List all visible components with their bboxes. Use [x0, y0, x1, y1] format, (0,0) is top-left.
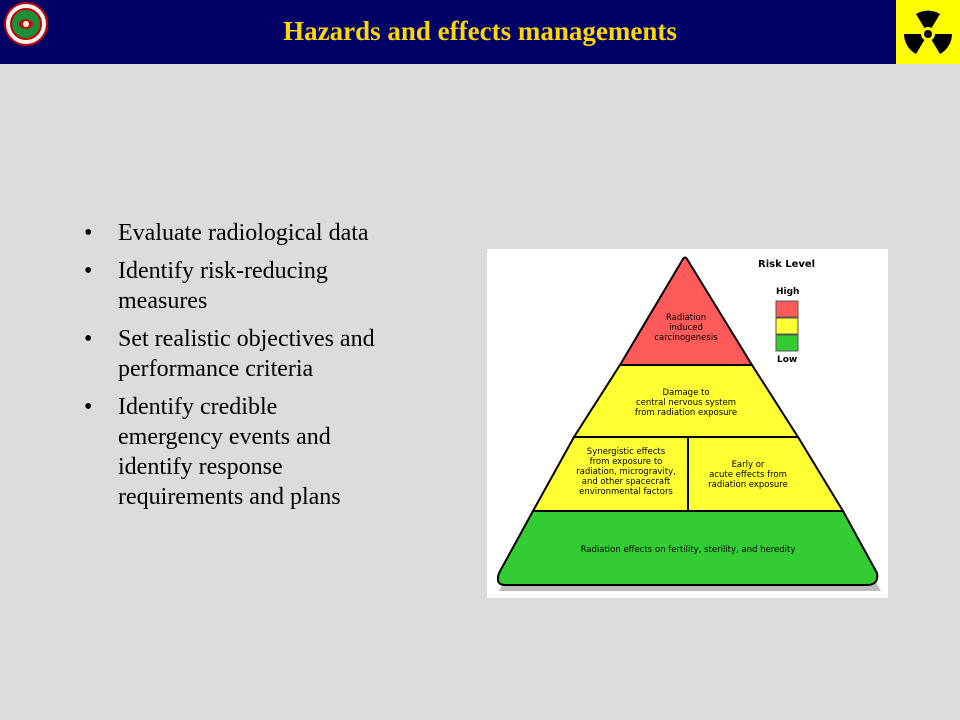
tier-lower-left-line: radiation, microgravity,: [576, 467, 676, 477]
bullet-text: Identify credible: [118, 394, 278, 420]
bullet-text: Set realistic objectives and: [118, 326, 375, 352]
tier-upper-middle-line: Damage to: [662, 388, 710, 398]
tier-lower-right-line: acute effects from: [709, 470, 787, 480]
tier-lower-right-line: radiation exposure: [708, 480, 788, 490]
legend-swatch-high: [776, 301, 798, 317]
legend-high-label: High: [776, 287, 800, 297]
bullet-dot: •: [84, 220, 93, 246]
tier-lower-right-line: Early or: [731, 460, 765, 470]
pyramid-tier-top: [620, 258, 752, 366]
bullet-dot: •: [84, 326, 93, 352]
bullet-text: requirements and plans: [118, 484, 341, 510]
bullet-text: measures: [118, 288, 208, 314]
bullet-dot: •: [84, 258, 93, 284]
tier-upper-middle-line: from radiation exposure: [634, 408, 738, 418]
bullet-item: [84, 392, 474, 512]
tier-base-line: Radiation effects on fertility, sterility, and heredity: [580, 545, 796, 555]
radiation-badge: [896, 0, 960, 64]
bullet-text: Evaluate radiological data: [118, 220, 369, 246]
risk-pyramid-svg: [487, 249, 888, 598]
legend-title: Risk Level: [758, 259, 816, 270]
header-bar: [0, 0, 960, 64]
page-title: Hazards and effects managements: [283, 16, 677, 46]
tier-lower-left-line: and other spacecraft: [581, 477, 671, 487]
tier-top-line: Radiation: [665, 313, 707, 323]
bullet-item: [84, 218, 474, 248]
tier-top-line: induced: [669, 323, 703, 333]
bullet-text: emergency events and: [118, 424, 331, 450]
tier-lower-left-line: environmental factors: [579, 487, 673, 497]
legend-low-label: Low: [777, 355, 798, 365]
tier-lower-left-line: from exposure to: [589, 457, 663, 467]
legend-swatch-low: [776, 335, 798, 351]
legend-swatch-medium: [776, 318, 798, 334]
radiation-trefoil-icon: [896, 0, 960, 64]
bullet-text: performance criteria: [118, 356, 314, 382]
tier-lower-left-line: Synergistic effects: [586, 447, 666, 457]
bullet-item: [84, 256, 474, 316]
bullet-text: identify response: [118, 454, 283, 480]
bullet-item: [84, 324, 474, 384]
bullet-text: Identify risk-reducing: [118, 258, 328, 284]
bullet-dot: •: [84, 394, 93, 420]
tier-top-line: carcinogenesis: [654, 333, 718, 343]
risk-pyramid-figure: [487, 249, 888, 598]
tier-upper-middle-line: central nervous system: [636, 398, 736, 408]
bullet-list: [84, 218, 474, 520]
